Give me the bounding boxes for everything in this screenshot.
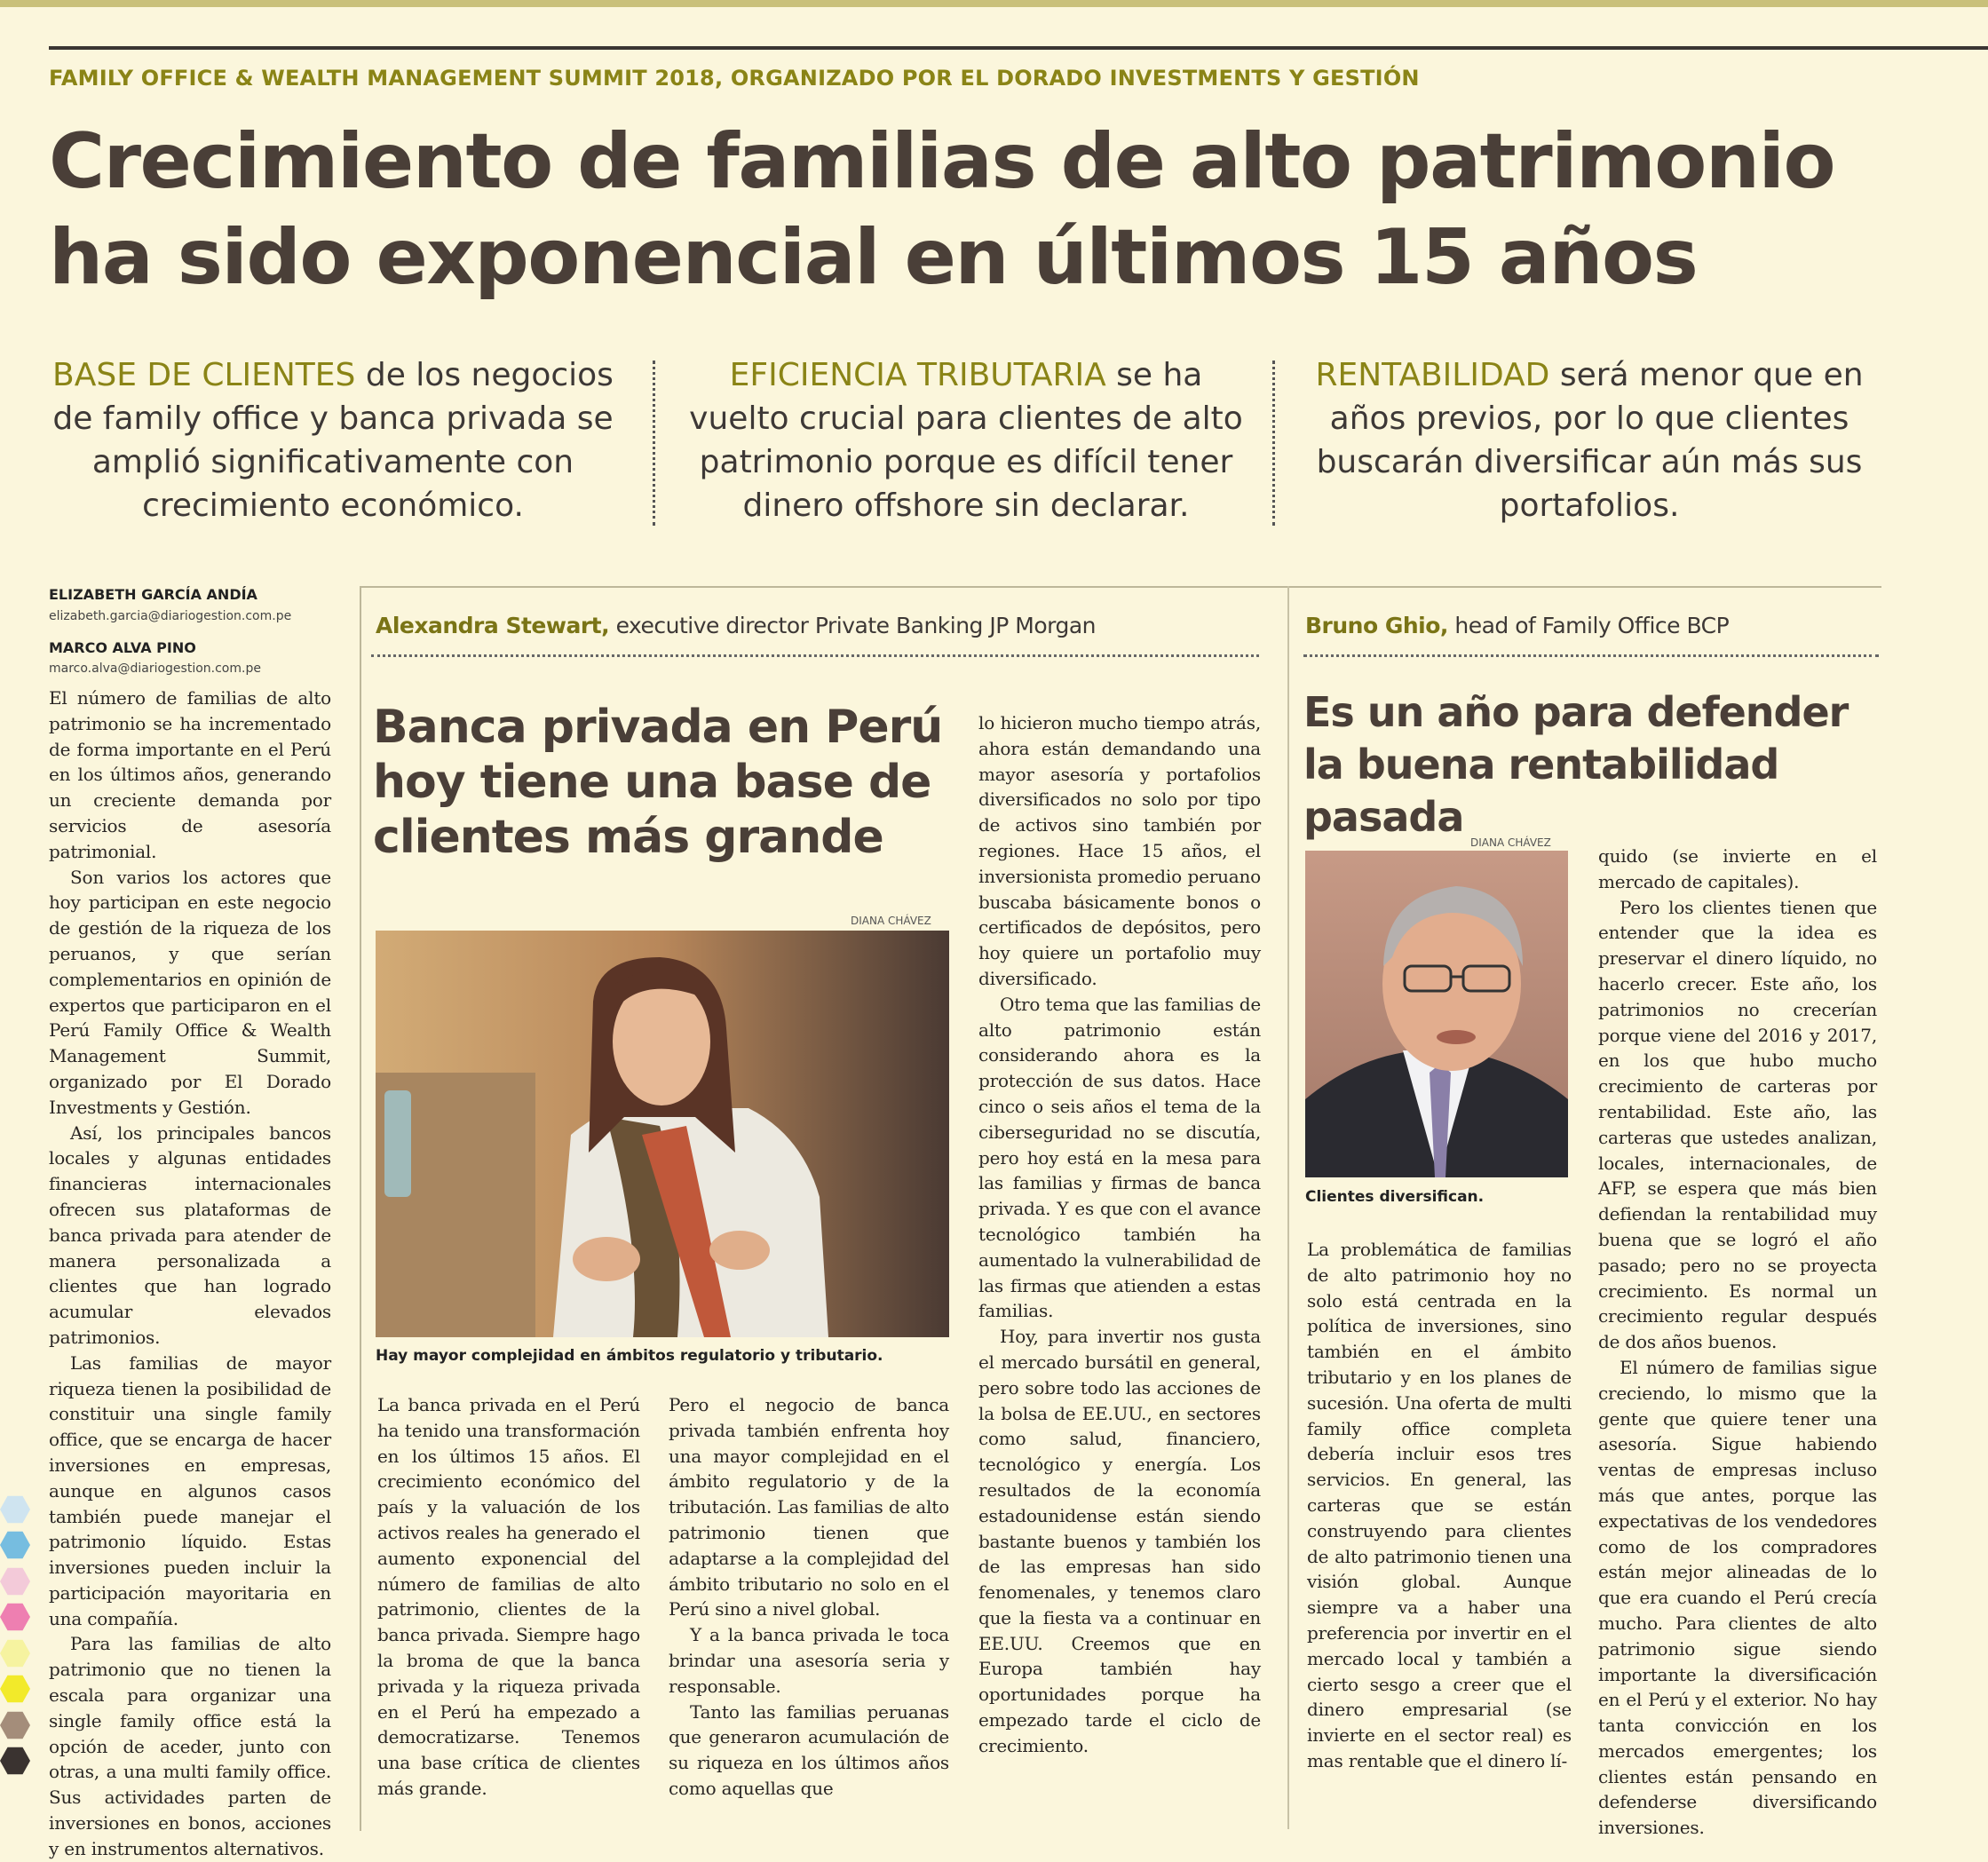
color-swatch [0,1746,30,1776]
photo-alexandra-stewart [376,931,949,1337]
color-swatch [0,1602,30,1632]
divider [1272,361,1275,526]
summary-tributaria [682,353,1250,527]
paragraph: Tanto las familias peruanas que generaron acumulación de su riqueza en los últimos años como aquellas que [669,1700,949,1799]
paragraph: La problemática de familias de alto patrimonio hoy no solo está centrada en la política de inversiones, sino también en el ámbito tributario y en los planes de sucesión. Una oferta de multi family office completa debería incluir esos tres servicios. En general, las carteras que se están construyendo para clientes de alto patrimonio tienen una visión global. Aunque siempre va a haber una preferencia por invertir en el mercado local y también a cierto sesgo a creer que el dinero empresarial (se invierte en el sector real) es mas rentable que el dinero lí- [1307,1239,1572,1771]
portrait-photo [1305,851,1568,1177]
headline [49,114,1958,305]
speaker-name: Bruno Ghio, [1305,613,1448,638]
interview-2-column-1 [1307,1237,1572,1774]
dotted-rule [371,654,1259,657]
summary-text: de los negocios de family office y banca privada se amplió significativamente con crecimiento económico. [52,357,614,524]
paragraph: Hoy, para invertir nos gusta el mercado bursátil en general, pero sobre todo las acciones de la bolsa de EE.UU., en sectores como salud, financiero, tecnológico y energía. Los resultados de la economía estadounidense están siendo bastante buenos y también los de las empresas han sido fenomenales, y tenemos claro que la fiesta va a continuar en EE.UU. Creemos que en Europa también hay oportunidades porque ha empezado tarde el ciclo de crecimiento. [978,1326,1261,1756]
summary-rentabilidad [1305,353,1873,527]
paragraph: La banca privada en el Perú ha tenido una transformación en los últimos 15 años. El crecimiento económico del país y la valuación de los activos reales ha generado el aumento exponencial del número de familias de alto patrimonio, clientes de la banca privada. Siempre hago la broma de que la banca privada y la riqueza privada en el Perú ha empezado a democratizarse. Tenemos una base crítica de clientes más grande. [377,1394,640,1799]
speaker-name: Alexandra Stewart, [376,613,610,638]
photo-caption: Clientes diversifican. [1305,1188,1485,1206]
kicker: FAMILY OFFICE & WEALTH MANAGEMENT SUMMIT 2018, ORGANIZADO POR EL DORADO INVESTMENTS Y GESTIÓN [49,66,1420,91]
main-article [49,685,331,1862]
photo-credit: DIANA CHÁVEZ [851,915,931,927]
dotted-rule [1303,654,1879,657]
interview-1-column-2 [669,1392,949,1802]
speaker-role: head of Family Office BCP [1447,613,1730,638]
color-swatch [0,1638,30,1668]
photo-caption: Hay mayor complejidad en ámbitos regulatorio y tributario. [376,1347,883,1365]
column-rule [1287,586,1289,1829]
portrait-photo [376,931,949,1337]
top-border [0,0,1988,7]
paragraph: Pero los clientes tienen que entender que la idea es preservar el dinero líquido, no hacerlo crecer. Este año, los patrimonios no crecerían porque viene del 2016 y 2017, en los que hubo mucho crecimiento de carteras por rentabilidad. Este año, las carteras que ustedes analizan, locales, internacionales, de AFP, se espera que más bien defiendan la rentabilidad muy buena que se logró el año pasado; pero no se proyecta crecimiento. Es normal un crecimiento regular después de dos años buenos. [1598,896,1877,1353]
paragraph: Otro tema que las familias de alto patrimonio están considerando ahora es la protección de sus datos. Hace cinco o seis años el tema de la ciberseguridad no se discutía, pero hoy está en la mesa para las familias y firmas de banca privada. Y es que con el avance tecnológico también ha aumentado la vulnerabilidad de las firmas que atienden a estas familias. [978,993,1261,1322]
summary-lead: EFICIENCIA TRIBUTARIA [729,357,1106,393]
paragraph: Y a la banca privada le toca brindar una asesoría seria y responsable. [669,1624,949,1697]
interview-2-speaker [1305,613,1729,638]
paragraph: El número de familias de alto patrimonio se ha incrementado de forma importante en el Perú en los últimos años, generando un creciente demanda por servicios de asesoría patrimonial. [49,687,331,862]
interview-2-column-2 [1598,844,1877,1841]
speaker-role: executive director Private Banking JP Morgan [609,613,1097,638]
interview-2-title: Es un año para defender la buena rentabilidad pasada [1303,688,1849,841]
summary-text: será menor que en años previos, por lo que clientes buscarán diversificar aún más sus portafolios. [1316,357,1864,524]
paragraph: Para las familias de alto patrimonio que no tienen la escala para organizar una single family office está la opción de aceder, junto con otras, a una multi family office. Sus actividades parten de inversiones en bonos, acciones y en instrumentos alternativos. [49,1633,331,1859]
paragraph: quido (se invierte en el mercado de capitales). [1598,845,1877,892]
interview-1-speaker [376,613,1096,638]
color-swatch [0,1674,30,1704]
paragraph: Pero el negocio de banca privada también enfrenta hoy una mayor complejidad en el ámbito regulatorio y de la tributación. Las familias de alto patrimonio tienen que adaptarse a la complejidad del ámbito tributario no solo en el Perú sino a nivel global. [669,1394,949,1620]
kicker-rule [49,46,1988,50]
summary-text: se ha vuelto crucial para clientes de alto patrimonio porque es difícil tener dinero offshore sin declarar. [689,357,1243,524]
paragraph: Son varios los actores que hoy participan en este negocio de gestión de la riqueza de los peruanos, y que serían complementarios en opinión de expertos que participaron en el Perú Family Office & Wealth Management Summit, organizado por El Dorado Investments y Gestión. [49,866,331,1118]
color-swatch [0,1710,30,1740]
author-name: ELIZABETH GARCÍA ANDÍA [49,586,257,603]
summary-lead: RENTABILIDAD [1315,357,1550,393]
color-swatch [0,1530,30,1560]
photo-credit: DIANA CHÁVEZ [1470,836,1551,849]
photo-bruno-ghio [1305,851,1568,1177]
paragraph: Las familias de mayor riqueza tienen la posibilidad de constituir una single family office, que se encarga de hacer inversiones en empresas, aunque en algunos casos también puede manejar el patrimonio líquido. Estas inversiones pueden incluir la participación mayoritaria en una compañía. [49,1351,331,1629]
interview-1-title: Banca privada en Perú hoy tiene una base de clientes más grande [373,701,943,864]
interview-1-column-3 [978,710,1261,1759]
color-swatch [0,1566,30,1597]
headline-line-1: Crecimiento de familias de alto patrimonio [49,117,1835,206]
author-email: elizabeth.garcia@diariogestion.com.pe [49,609,292,623]
paragraph: lo hicieron mucho tiempo atrás, ahora están demandando una mayor asesoría y portafolios diversificados no solo por tipo de activos sino también por regiones. Hace 15 años, el inversionista promedio peruano buscaba básicamente bonos o certificados de depósitos, pero hoy quiere un portafolio muy diversificado. [978,712,1261,989]
headline-line-2: ha sido exponencial en últimos 15 años [49,213,1698,302]
interview-1-column-1 [377,1392,640,1802]
author-email: marco.alva@diariogestion.com.pe [49,662,261,676]
summary-lead: BASE DE CLIENTES [52,357,356,393]
divider [653,361,655,526]
paragraph: Así, los principales bancos locales y algunas entidades financieras internacionales ofrecen sus plataformas de banca privada para atender de manera personalizada a clientes que han logrado acumular elevados patrimonios. [49,1121,331,1348]
summary-clientes [49,353,617,527]
author-name: MARCO ALVA PINO [49,639,196,656]
paragraph: El número de familias sigue creciendo, lo mismo que la gente que quiere tener una asesoría. Sigue habiendo ventas de empresas incluso más que antes, porque las expectativas de los vendedores como de los compradores están mejor alineadas de lo que era cuando el Perú crecía mucho. Para clientes de alto patrimonio sigue siendo importante la diversificación en el Perú y el exterior. No hay tanta convicción en los mercados emergentes; los clientes están pensando en defenderse diversificando inversiones. [1598,1356,1877,1839]
color-swatch [0,1494,30,1525]
